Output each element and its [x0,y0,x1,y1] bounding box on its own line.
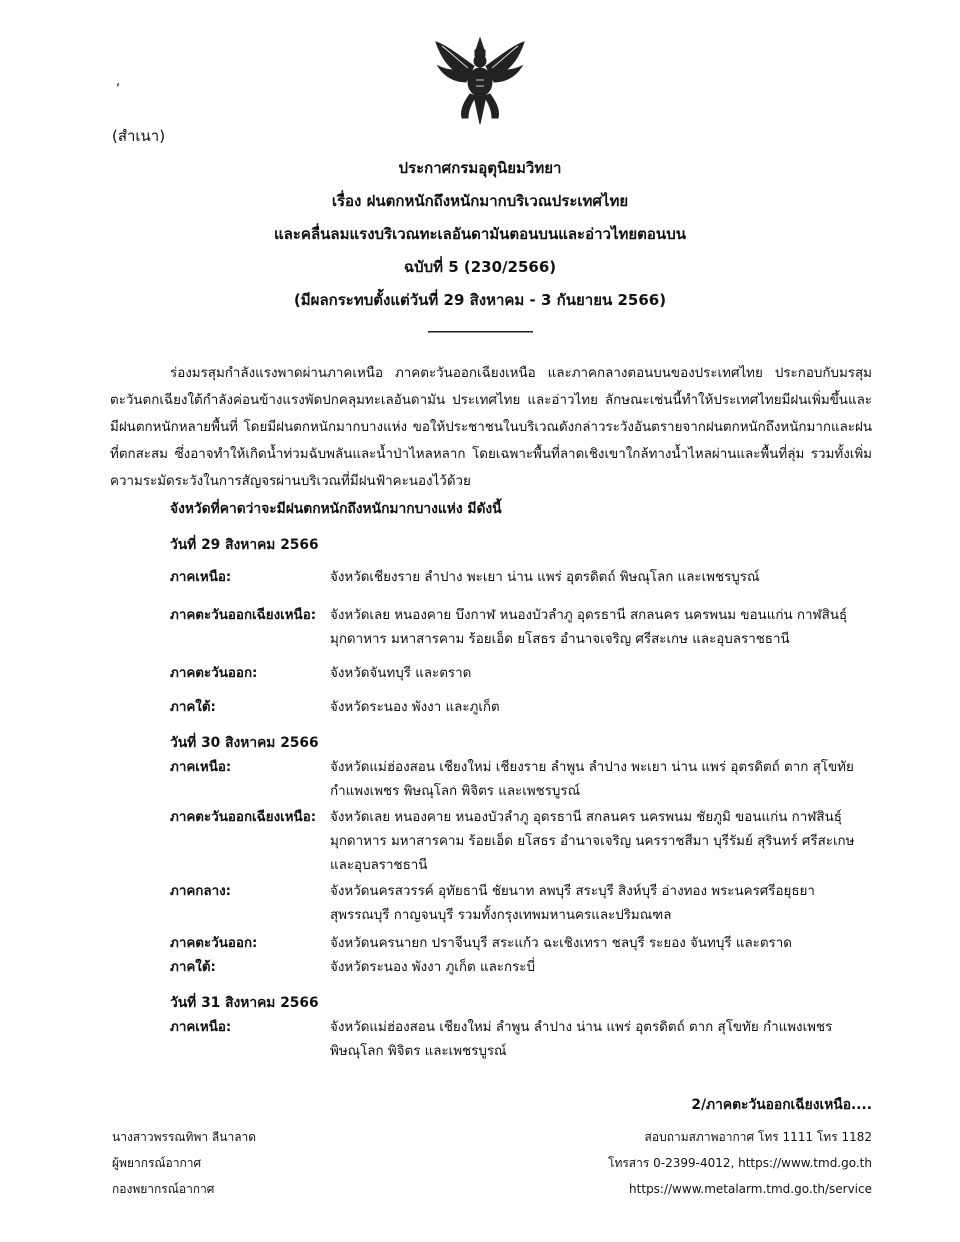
announcement-title [0,152,960,331]
region-label: ภาคเหนือ: [170,570,232,585]
forecaster-title: ผู้พยากรณ์อากาศ [112,1156,202,1170]
forecaster-name: นางสาวพรรณทิพา ลีนาลาด [112,1130,257,1144]
day-date: วันที่ 31 สิงหาคม 2566 [170,995,319,1011]
contact-phone: สอบถามสภาพอากาศ โทร 1111 โทร 1182 [644,1130,872,1144]
province-list: จังหวัดระนอง พังงา และภูเก็ต [330,700,500,715]
province-list: จังหวัดนครนายก ปราจีนบุรี สระแก้ว ฉะเชิงเทรา ชลบุรี ระยอง จันทบุรี และตราด [330,936,792,951]
tick-mark: ‘ [116,82,121,97]
intro-paragraph [110,360,872,495]
contact-fax-website: โทรสาร 0-2399-4012, https://www.tmd.go.th [608,1156,872,1170]
region-label: ภาคตะวันออก: [170,666,258,681]
forecaster-division: กองพยากรณ์อากาศ [112,1182,215,1196]
provinces-heading: จังหวัดที่คาดว่าจะมีฝนตกหนักถึงหนักมากบางแห่ง มีดังนี้ [170,501,502,517]
region-label: ภาคกลาง: [170,884,232,899]
province-list: จังหวัดจันทบุรี และตราด [330,666,472,681]
title-line: และคลื่นลมแรงบริเวณทะเลอันดามันตอนบนและอ่าวไทยตอนบน [274,225,686,243]
contact-info [608,1124,872,1202]
province-list: จังหวัดเลย หนองคาย หนองบัวลำภู อุดรธานี สกลนคร นครพนม ชัยภูมิ ขอนแก่น กาฬสินธุ์ มุกดาหาร มหาสารคาม ร้อยเอ็ด ยโสธร อำนาจเจริญ นครราชสีมา บุรีรัมย์ สุรินทร์ ศรีสะเกษ และอุบลราชธานี [330,810,855,873]
province-list: จังหวัดนครสวรรค์ อุทัยธานี ชัยนาท ลพบุรี สระบุรี สิงห์บุรี อ่างทอง พระนครศรีอยุธยา สุพรรณบุรี กาญจนบุรี รวมทั้งกรุงเทพมหานครและปริมณฑล [330,884,815,923]
intro-text: ร่องมรสุมกำลังแรงพาดผ่านภาคเหนือ ภาคตะวันออกเฉียงเหนือ และภาคกลางตอนบนของประเทศไทย ประกอบกับมรสุมตะวันตกเฉียงใต้กำลังค่อนข้างแรงพัดปกคลุมทะเลอันดามัน ประเทศไทย และอ่าวไทย ลักษณะเช่นนี้ทำให้ประเทศไทยมีฝนเพิ่มขึ้นและมีฝนตกหนักหลายพื้นที่ โดยมีฝนตกหนักมากบางแห่ง ขอให้ประชาชนในบริเวณดังกล่าวระวังอันตรายจากฝนตกหนักถึงหนักมากและฝนที่ตกสะสม ซึ่งอาจทำให้เกิดน้ำท่วมฉับพลันและน้ำป่าไหลหลาก โดยเฉพาะพื้นที่ลาดเชิงเขาใกล้ทางน้ำไหลผ่านและพื้นที่ลุ่ม รวมทั้งเพิ่มความระมัดระวังในการสัญจรผ่านบริเวณที่มีฝนฟ้าคะนองไว้ด้วย [110,366,872,489]
next-page-marker: 2/ภาคตะวันออกเฉียงเหนือ.... [691,1097,872,1113]
forecaster-info [112,1124,256,1202]
region-label: ภาคใต้: [170,960,216,975]
province-list: จังหวัดแม่ฮ่องสอน เชียงใหม่ ลำพูน ลำปาง น่าน แพร่ อุตรดิตถ์ ตาก สุโขทัย กำแพงเพชร พิษณุโลก พิจิตร และเพชรบูรณ์ [330,1020,833,1059]
province-list: จังหวัดแม่ฮ่องสอน เชียงใหม่ เชียงราย ลำพูน ลำปาง พะเยา น่าน แพร่ อุตรดิตถ์ ตาก สุโขทัย กำแพงเพชร พิษณุโลก พิจิตร และเพชรบูรณ์ [330,760,854,799]
region-label: ภาคตะวันออก: [170,936,258,951]
province-list: จังหวัดเชียงราย ลำปาง พะเยา น่าน แพร่ อุตรดิตถ์ พิษณุโลก และเพชรบูรณ์ [330,570,760,585]
title-line: เรื่อง ฝนตกหนักถึงหนักมากบริเวณประเทศไทย [331,192,629,210]
copy-label: (สำเนา) [112,127,166,145]
province-list: จังหวัดระนอง พังงา ภูเก็ต และกระบี่ [330,960,535,975]
province-list: จังหวัดเลย หนองคาย บึงกาฬ หนองบัวลำภู อุดรธานี สกลนคร นครพนม ขอนแก่น กาฬสินธุ์ มุกดาหาร มหาสารคาม ร้อยเอ็ด ยโสธร อำนาจเจริญ ศรีสะเกษ และอุบลราชธานี [330,608,848,647]
region-label: ภาคตะวันออกเฉียงเหนือ: [170,608,317,623]
title-line: ประกาศกรมอุตุนิยมวิทยา [398,159,562,177]
day-date: วันที่ 29 สิงหาคม 2566 [170,537,319,553]
region-label: ภาคเหนือ: [170,760,232,775]
region-label: ภาคเหนือ: [170,1020,232,1035]
title-line: ฉบับที่ 5 (230/2566) [403,258,557,276]
region-label: ภาคตะวันออกเฉียงเหนือ: [170,810,317,825]
day-date: วันที่ 30 สิงหาคม 2566 [170,735,319,751]
contact-service-url: https://www.metalarm.tmd.go.th/service [629,1182,872,1196]
region-label: ภาคใต้: [170,700,216,715]
title-rule: ________________ [428,315,532,333]
title-line: (มีผลกระทบตั้งแต่วันที่ 29 สิงหาคม - 3 กันยายน 2566) [293,291,667,309]
garuda-emblem-icon [432,36,528,126]
